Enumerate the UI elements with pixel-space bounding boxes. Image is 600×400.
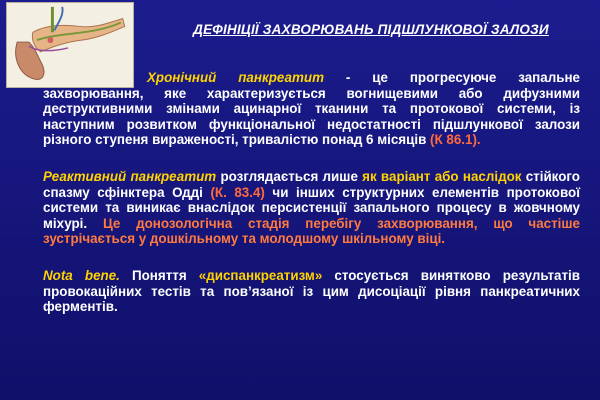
dyspancreatism-term: «диспанкреатизм»: [198, 267, 323, 283]
reactive-text-2: стійкого спазму сфінктера Одді: [43, 168, 580, 200]
reactive-text-3: чи інших структурних елементів протокової системи та виникає внаслідок персистенції запального процесу в жовчному міхурі.: [43, 184, 580, 231]
nota-text-2: стосується винятково результатів провокаційних тестів та пов’язаної із цим дисоціації рівня панкреатичних ферментів.: [43, 267, 581, 315]
reactive-highlight: як варіант або наслідок: [362, 168, 522, 184]
nota-text-1: Поняття: [119, 267, 199, 283]
reactive-age-note: Це донозологічна стадія перебігу захворювання, що частіше зустрічається у дошкільному та молодшому шкільному віці.: [43, 215, 580, 247]
paragraph-nota-bene: [43, 268, 580, 315]
paragraph-reactive-pancreatitis: [43, 169, 580, 247]
term-reactive-pancreatitis: Реактивний панкреатит: [43, 168, 217, 184]
reactive-text-1: розглядається лише: [216, 168, 363, 184]
page-title: ДЕФІНІЦІЇ ЗАХВОРЮВАНЬ ПІДШЛУНКОВОЇ ЗАЛОЗИ: [193, 22, 549, 37]
term-chronic-pancreatitis: Хронічний панкреатит: [147, 70, 324, 85]
definitions-content: [43, 70, 580, 336]
term-nota-bene: Nota bene.: [43, 267, 120, 283]
icd-code-k86: (К 86.1).: [430, 132, 481, 148]
chronic-definition-text: - це прогресуюче запальне захворювання, яке характеризується вогнищевими або дифузними деструктивними змінами ацинарної тканини та протокової системи, із наступним розвитком функціональної недостатності підшлункової залози різного ступеня вираженості, тривалістю понад 6 місяців: [43, 70, 580, 148]
paragraph-chronic-pancreatitis: [43, 70, 580, 148]
icd-code-k83: (К. 83.4): [210, 184, 265, 200]
